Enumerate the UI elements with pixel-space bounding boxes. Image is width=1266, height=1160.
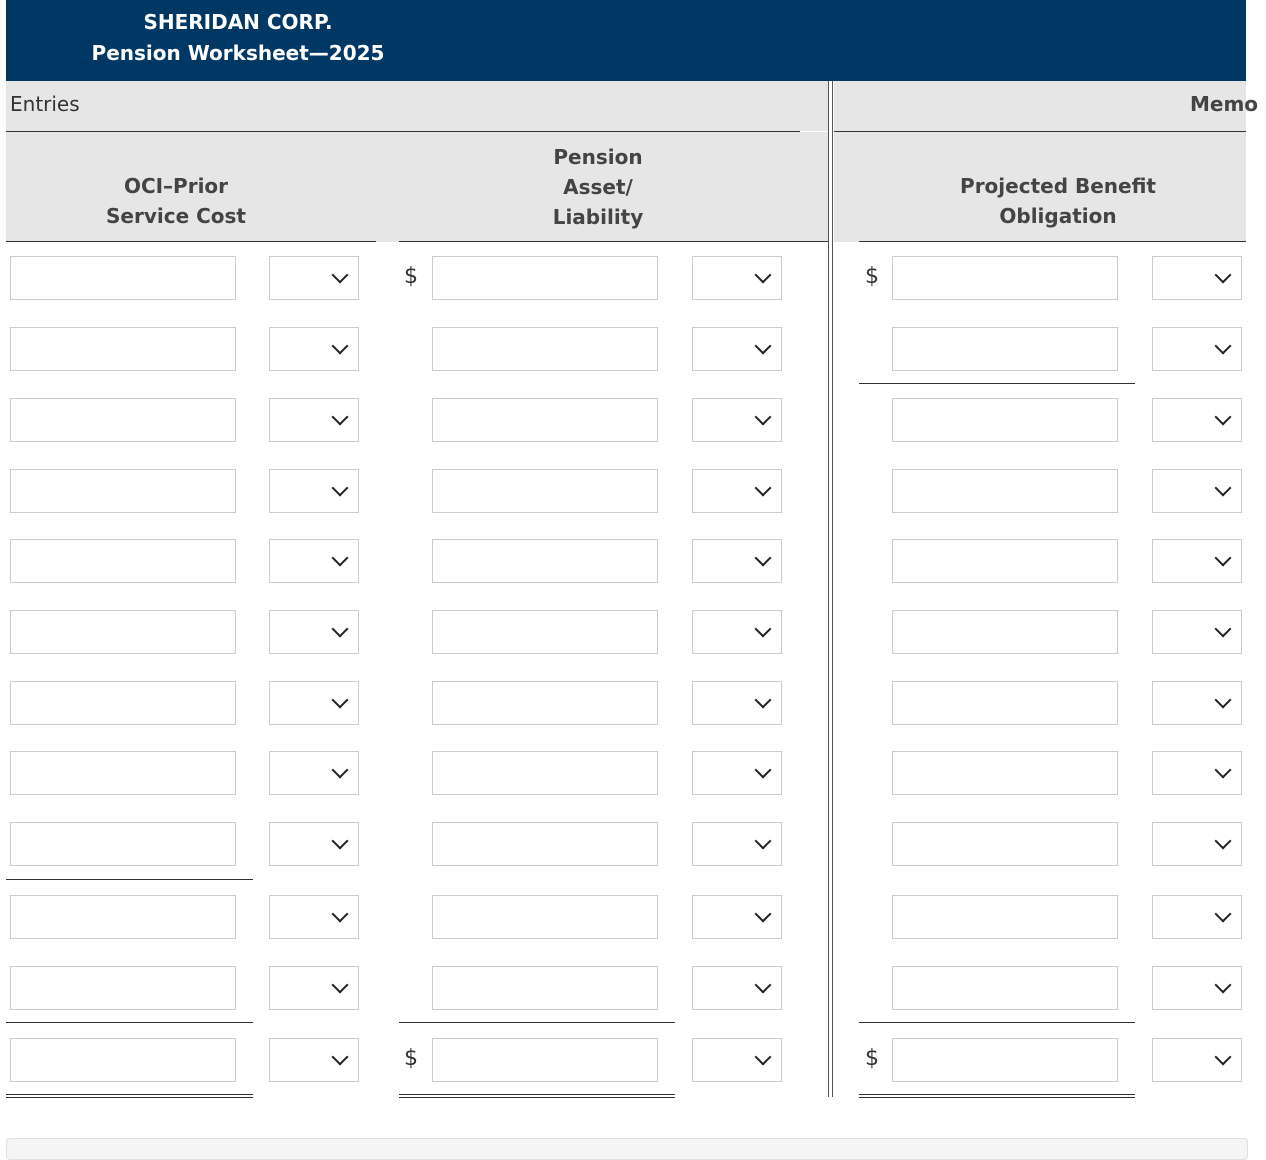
pbo-dr-cr-select[interactable]	[1152, 751, 1242, 795]
pbo-amount-input[interactable]	[892, 895, 1118, 939]
oci-amount-input[interactable]	[10, 751, 236, 795]
oci-total-rule	[6, 1022, 253, 1023]
oci-dr-cr-select[interactable]	[269, 398, 359, 442]
pbo-amount-input[interactable]	[892, 398, 1118, 442]
chevron-down-icon	[332, 977, 349, 994]
chevron-down-icon	[755, 762, 772, 779]
pension-double-rule-bottom	[399, 1097, 675, 1098]
chevron-down-icon	[1215, 762, 1232, 779]
oci-dr-cr-select[interactable]	[269, 469, 359, 513]
oci-amount-input[interactable]	[10, 822, 236, 866]
oci-amount-input[interactable]	[10, 966, 236, 1010]
oci-subtotal-rule	[6, 879, 253, 880]
pbo-dr-cr-select[interactable]	[1152, 966, 1242, 1010]
pa-amount-input[interactable]	[432, 1038, 658, 1082]
pa-dr-cr-select[interactable]	[692, 469, 782, 513]
pa-amount-input[interactable]	[432, 469, 658, 513]
pbo-total-rule	[859, 1022, 1135, 1023]
dollar-sign: $	[865, 264, 879, 289]
oci-header-rule	[6, 241, 376, 242]
oci-amount-input[interactable]	[10, 398, 236, 442]
chevron-down-icon	[1215, 338, 1232, 355]
memo-label: Memo	[1190, 92, 1259, 116]
pa-amount-input[interactable]	[432, 256, 658, 300]
pa-dr-cr-select[interactable]	[692, 822, 782, 866]
oci-amount-input[interactable]	[10, 256, 236, 300]
oci-amount-input[interactable]	[10, 469, 236, 513]
chevron-down-icon	[755, 906, 772, 923]
chevron-down-icon	[332, 906, 349, 923]
pbo-dr-cr-select[interactable]	[1152, 895, 1242, 939]
oci-amount-input[interactable]	[10, 895, 236, 939]
pbo-double-rule-top	[859, 1094, 1135, 1095]
pension-double-rule-top	[399, 1094, 675, 1095]
chevron-down-icon	[332, 550, 349, 567]
pbo-dr-cr-select[interactable]	[1152, 539, 1242, 583]
dollar-sign: $	[865, 1046, 879, 1071]
pbo-amount-input[interactable]	[892, 1038, 1118, 1082]
pbo-amount-input[interactable]	[892, 681, 1118, 725]
chevron-down-icon	[755, 550, 772, 567]
pbo-amount-input[interactable]	[892, 610, 1118, 654]
pa-amount-input[interactable]	[432, 895, 658, 939]
worksheet-title: Pension Worksheet—2025	[91, 41, 385, 65]
pbo-amount-input[interactable]	[892, 327, 1118, 371]
chevron-down-icon	[332, 833, 349, 850]
pa-dr-cr-select[interactable]	[692, 681, 782, 725]
pbo-double-rule-bottom	[859, 1097, 1135, 1098]
pbo-header-line-1: Projected Benefit	[960, 174, 1156, 198]
pa-dr-cr-select[interactable]	[692, 1038, 782, 1082]
chevron-down-icon	[332, 480, 349, 497]
dollar-sign: $	[404, 264, 418, 289]
pa-amount-input[interactable]	[432, 327, 658, 371]
oci-amount-input[interactable]	[10, 327, 236, 371]
oci-header-line-2: Service Cost	[106, 204, 246, 228]
pension-header-line-1: Pension	[553, 145, 643, 169]
chevron-down-icon	[1215, 906, 1232, 923]
oci-dr-cr-select[interactable]	[269, 751, 359, 795]
pa-amount-input[interactable]	[432, 751, 658, 795]
chevron-down-icon	[755, 692, 772, 709]
oci-amount-input[interactable]	[10, 681, 236, 725]
pbo-dr-cr-select[interactable]	[1152, 327, 1242, 371]
pbo-header-line-2: Obligation	[999, 204, 1117, 228]
pa-amount-input[interactable]	[432, 539, 658, 583]
pa-amount-input[interactable]	[432, 681, 658, 725]
memo-band	[834, 81, 1259, 131]
chevron-down-icon	[332, 409, 349, 426]
pbo-amount-input[interactable]	[892, 539, 1118, 583]
projected-benefit-obligation-header	[928, 171, 1188, 231]
chevron-down-icon	[1215, 409, 1232, 426]
oci-dr-cr-select[interactable]	[269, 1038, 359, 1082]
oci-dr-cr-select[interactable]	[269, 681, 359, 725]
oci-dr-cr-select[interactable]	[269, 256, 359, 300]
chevron-down-icon	[1215, 833, 1232, 850]
pbo-amount-input[interactable]	[892, 256, 1118, 300]
oci-dr-cr-select[interactable]	[269, 610, 359, 654]
pa-dr-cr-select[interactable]	[692, 398, 782, 442]
chevron-down-icon	[1215, 267, 1232, 284]
pa-dr-cr-select[interactable]	[692, 256, 782, 300]
pbo-amount-input[interactable]	[892, 469, 1118, 513]
pa-dr-cr-select[interactable]	[692, 751, 782, 795]
oci-header-line-1: OCI–Prior	[123, 174, 229, 198]
pension-total-rule	[399, 1022, 675, 1023]
entries-label: Entries	[10, 92, 80, 116]
pbo-dr-cr-select[interactable]	[1152, 681, 1242, 725]
pbo-amount-input[interactable]	[892, 751, 1118, 795]
chevron-down-icon	[1215, 550, 1232, 567]
pa-amount-input[interactable]	[432, 822, 658, 866]
chevron-down-icon	[1215, 977, 1232, 994]
pbo-header-rule	[859, 241, 1246, 242]
pa-dr-cr-select[interactable]	[692, 539, 782, 583]
chevron-down-icon	[755, 267, 772, 284]
chevron-down-icon	[755, 621, 772, 638]
pbo-amount-input[interactable]	[892, 822, 1118, 866]
chevron-down-icon	[755, 977, 772, 994]
pbo-amount-input[interactable]	[892, 966, 1118, 1010]
pbo-subtotal-rule	[859, 383, 1135, 384]
chevron-down-icon	[1215, 480, 1232, 497]
oci-amount-input[interactable]	[10, 1038, 236, 1082]
footer-panel	[6, 1138, 1248, 1160]
pbo-dr-cr-select[interactable]	[1152, 610, 1242, 654]
pbo-dr-cr-select[interactable]	[1152, 398, 1242, 442]
chevron-down-icon	[332, 1049, 349, 1066]
pa-dr-cr-select[interactable]	[692, 966, 782, 1010]
pbo-dr-cr-select[interactable]	[1152, 256, 1242, 300]
section-separator-right	[832, 81, 833, 1097]
pbo-dr-cr-select[interactable]	[1152, 1038, 1242, 1082]
oci-dr-cr-select[interactable]	[269, 895, 359, 939]
chevron-down-icon	[755, 833, 772, 850]
pa-dr-cr-select[interactable]	[692, 610, 782, 654]
pension-header-rule	[399, 241, 828, 242]
section-separator-left	[828, 81, 829, 1097]
pa-amount-input[interactable]	[432, 610, 658, 654]
chevron-down-icon	[332, 692, 349, 709]
chevron-down-icon	[332, 621, 349, 638]
oci-amount-input[interactable]	[10, 610, 236, 654]
pa-dr-cr-select[interactable]	[692, 327, 782, 371]
chevron-down-icon	[1215, 692, 1232, 709]
dollar-sign: $	[404, 1046, 418, 1071]
pension-header-line-2: Asset/	[563, 175, 633, 199]
worksheet-title-bar	[6, 0, 1246, 81]
chevron-down-icon	[332, 267, 349, 284]
company-name: SHERIDAN CORP.	[143, 10, 333, 34]
pension-asset-liability-header	[468, 142, 728, 232]
chevron-down-icon	[1215, 1049, 1232, 1066]
pa-dr-cr-select[interactable]	[692, 895, 782, 939]
oci-amount-input[interactable]	[10, 539, 236, 583]
chevron-down-icon	[1215, 621, 1232, 638]
oci-dr-cr-select[interactable]	[269, 327, 359, 371]
chevron-down-icon	[332, 762, 349, 779]
oci-prior-service-cost-header	[46, 171, 306, 231]
pbo-dr-cr-select[interactable]	[1152, 822, 1242, 866]
entries-band	[6, 81, 828, 131]
pa-amount-input[interactable]	[432, 966, 658, 1010]
oci-dr-cr-select[interactable]	[269, 539, 359, 583]
chevron-down-icon	[755, 1049, 772, 1066]
chevron-down-icon	[755, 409, 772, 426]
oci-dr-cr-select[interactable]	[269, 966, 359, 1010]
oci-double-rule-top	[6, 1094, 253, 1095]
chevron-down-icon	[755, 338, 772, 355]
pa-amount-input[interactable]	[432, 398, 658, 442]
oci-double-rule-bottom	[6, 1097, 253, 1098]
oci-dr-cr-select[interactable]	[269, 822, 359, 866]
chevron-down-icon	[332, 338, 349, 355]
pbo-dr-cr-select[interactable]	[1152, 469, 1242, 513]
chevron-down-icon	[755, 480, 772, 497]
pension-header-line-3: Liability	[552, 205, 644, 229]
